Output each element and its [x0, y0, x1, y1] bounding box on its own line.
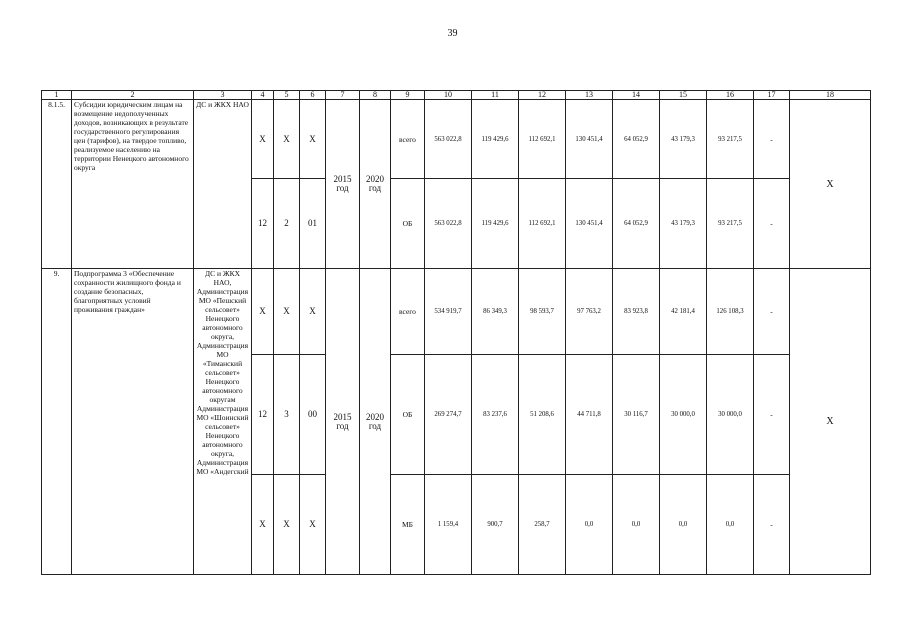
code-cell: Х [252, 475, 274, 575]
header-cell: 9 [391, 91, 425, 100]
program-table [41, 90, 871, 575]
executor: ДС и ЖКХ НАО [194, 100, 252, 269]
executor: ДС и ЖКХ НАО, Администрация МО «Пешский сельсовет» Ненецкого автономного округа, Администрация МО «Тиманский сельсовет» Ненецкого автономного округам Администрация МО «Шоинский сельсовет» Ненецкого автономного округа, Администрация МО «Андегский [194, 269, 252, 575]
value-cell: 97 763,2 [566, 269, 613, 355]
header-cell: 7 [326, 91, 360, 100]
start-year: 2015 год [326, 269, 360, 575]
header-cell: 2 [72, 91, 194, 100]
value-cell: - [754, 355, 790, 475]
value-cell: - [754, 475, 790, 575]
value-cell: 126 108,3 [707, 269, 754, 355]
value-cell: 112 692,1 [519, 100, 566, 179]
code-cell: Х [274, 269, 300, 355]
header-cell: 8 [360, 91, 391, 100]
value-cell: 0,0 [566, 475, 613, 575]
code-cell: 12 [252, 179, 274, 269]
funding-source: ОБ [391, 355, 425, 475]
table-row [42, 269, 871, 355]
value-cell: 30 000,0 [707, 355, 754, 475]
page-number: 39 [447, 28, 458, 39]
value-cell: 42 181,4 [660, 269, 707, 355]
start-year: 2015 год [326, 100, 360, 269]
value-cell: 43 179,3 [660, 100, 707, 179]
code-cell: 01 [300, 179, 326, 269]
code-cell: 2 [274, 179, 300, 269]
col18-cell: Х [790, 100, 871, 269]
value-cell: 119 429,6 [472, 179, 519, 269]
value-cell: - [754, 269, 790, 355]
header-cell: 12 [519, 91, 566, 100]
value-cell: 0,0 [613, 475, 660, 575]
code-cell: Х [252, 269, 274, 355]
value-cell: 30 000,0 [660, 355, 707, 475]
code-cell: 00 [300, 355, 326, 475]
header-cell: 5 [274, 91, 300, 100]
value-cell: 119 429,6 [472, 100, 519, 179]
value-cell: 93 217,5 [707, 100, 754, 179]
value-cell: 269 274,7 [425, 355, 472, 475]
value-cell: 64 052,9 [613, 100, 660, 179]
end-year: 2020 год [360, 269, 391, 575]
header-cell: 15 [660, 91, 707, 100]
row-number: 8.1.5. [42, 100, 72, 269]
end-year: 2020 год [360, 100, 391, 269]
value-cell: 900,7 [472, 475, 519, 575]
value-cell: 44 711,8 [566, 355, 613, 475]
value-cell: 83 237,6 [472, 355, 519, 475]
measure-name: Субсидии юридическим лицам на возмещение недополученных доходов, возникающих в результате государственного регулирования цен (тарифов), на твердое топливо, реализуемое населению на территории Ненецкого автономного округа [72, 100, 194, 269]
row-number: 9. [42, 269, 72, 575]
value-cell: 258,7 [519, 475, 566, 575]
code-cell: Х [300, 269, 326, 355]
value-cell: 0,0 [707, 475, 754, 575]
value-cell: 98 593,7 [519, 269, 566, 355]
header-cell: 16 [707, 91, 754, 100]
header-cell: 6 [300, 91, 326, 100]
value-cell: 43 179,3 [660, 179, 707, 269]
funding-source: ОБ [391, 179, 425, 269]
code-cell: 12 [252, 355, 274, 475]
value-cell: 64 052,9 [613, 179, 660, 269]
value-cell: 51 208,6 [519, 355, 566, 475]
value-cell: 563 022,8 [425, 100, 472, 179]
header-cell: 11 [472, 91, 519, 100]
value-cell: 1 159,4 [425, 475, 472, 575]
value-cell: 83 923,8 [613, 269, 660, 355]
value-cell: - [754, 179, 790, 269]
table-row [42, 100, 871, 179]
code-cell: Х [274, 100, 300, 179]
header-cell: 3 [194, 91, 252, 100]
code-cell: Х [300, 100, 326, 179]
header-cell: 17 [754, 91, 790, 100]
header-cell: 10 [425, 91, 472, 100]
value-cell: 30 116,7 [613, 355, 660, 475]
value-cell: 93 217,5 [707, 179, 754, 269]
value-cell: 112 692,1 [519, 179, 566, 269]
code-cell: Х [252, 100, 274, 179]
funding-source: всего [391, 269, 425, 355]
header-row [42, 91, 871, 100]
header-cell: 1 [42, 91, 72, 100]
code-cell: Х [274, 475, 300, 575]
col18-cell: Х [790, 269, 871, 575]
value-cell: - [754, 100, 790, 179]
code-cell: 3 [274, 355, 300, 475]
funding-source: всего [391, 100, 425, 179]
value-cell: 130 451,4 [566, 100, 613, 179]
funding-source: МБ [391, 475, 425, 575]
header-cell: 14 [613, 91, 660, 100]
header-cell: 13 [566, 91, 613, 100]
measure-name: Подпрограмма 3 «Обеспечение сохранности жилищного фонда и создание безопасных, благоприятных условий проживания граждан» [72, 269, 194, 575]
value-cell: 86 349,3 [472, 269, 519, 355]
header-cell: 18 [790, 91, 871, 100]
value-cell: 0,0 [660, 475, 707, 575]
value-cell: 534 919,7 [425, 269, 472, 355]
code-cell: Х [300, 475, 326, 575]
header-cell: 4 [252, 91, 274, 100]
value-cell: 563 022,8 [425, 179, 472, 269]
value-cell: 130 451,4 [566, 179, 613, 269]
